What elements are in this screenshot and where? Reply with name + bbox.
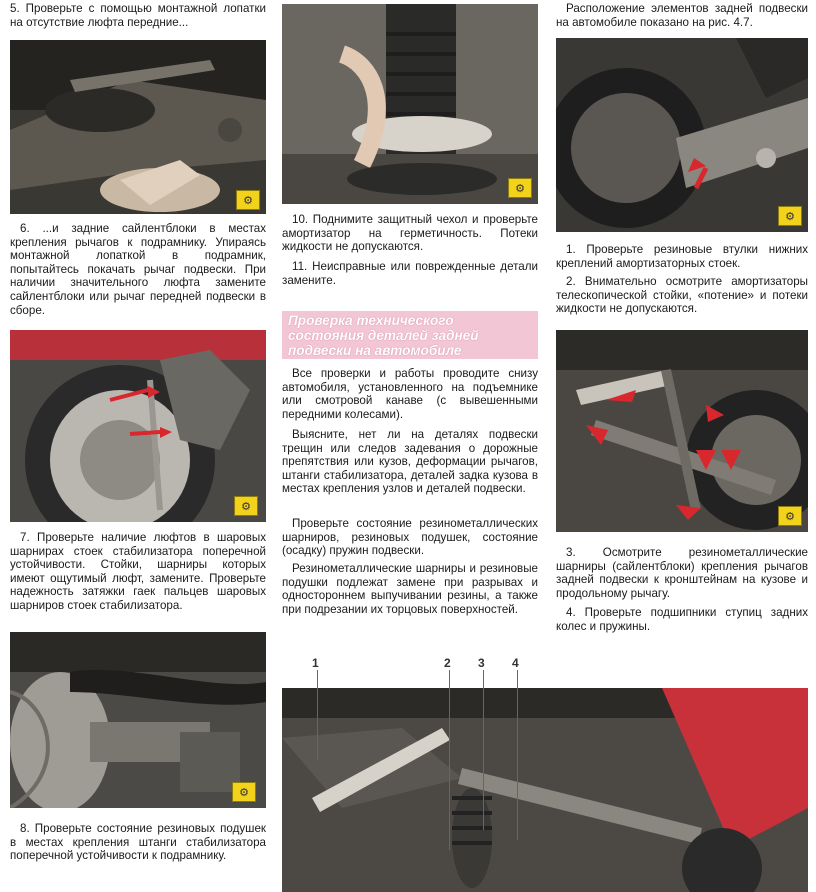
photo-front-lever-bushing (10, 40, 266, 214)
camera-badge-icon: ⚙ (234, 496, 258, 516)
col3-paragraph-1: 1. Проверьте резиновые втулки нижних креплений амортизаторных стоек. (556, 243, 808, 270)
photo-rear-suspension-layout (282, 688, 808, 892)
camera-badge-icon: ⚙ (778, 206, 802, 226)
col2-paragraph-10: 10. Поднимите защитный чехол и проверьте амортизатор на герметичность. Потеки жидкости не допускаются. (282, 213, 538, 254)
photo-rear-suspension-arms (556, 330, 808, 532)
camera-badge-icon: ⚙ (236, 190, 260, 210)
leader-line-2 (449, 670, 450, 850)
col3-paragraph-3: 3. Осмотрите резинометаллические шарниры (сайлентблоки) крепления рычагов задней подвески к кронштейнам на кузове и продольному рычагу. (556, 546, 808, 600)
figure-callout-4: 4 (512, 656, 519, 670)
col2-body-4: Резинометаллические шарниры и резиновые подушки подлежат замене при разрывах и одностороннем выпучивании резины, а также при подрезании их торцовых поверхностей. (282, 562, 538, 616)
photo-rear-strut-mount (556, 38, 808, 232)
col2-body-1: Все проверки и работы проводите снизу автомобиля, установленного на подъемнике или смотровой канаве (с вывешенными передними колесами). (282, 367, 538, 421)
col2-body-2: Выясните, нет ли на деталях подвески трещин или следов задевания о дорожные препятствия или кузов, деформации рычагов, штанги стабилизатора, деталей задка кузова в местах крепления узлов и деталей подвески. (282, 428, 538, 496)
photo-shock-absorber-boot (282, 4, 538, 204)
photo-stabilizer-cushion (10, 632, 266, 808)
col3-paragraph-2: 2. Внимательно осмотрите амортизаторы телескопической стойки, «потение» и потеки жидкости не допускаются. (556, 275, 808, 316)
figure-callout-3: 3 (478, 656, 485, 670)
leader-line-1 (317, 670, 318, 760)
col1-paragraph-8: 8. Проверьте состояние резиновых подушек в местах крепления штанги стабилизатора поперечной устойчивости к подрамнику. (10, 822, 266, 863)
col2-body-3: Проверьте состояние резинометаллических шарниров, резиновых подушек, состояние (осадку) пружин подвески. (282, 517, 538, 558)
leader-line-3 (483, 670, 484, 830)
camera-badge-icon: ⚙ (508, 178, 532, 198)
leader-line-4 (517, 670, 518, 840)
col1-paragraph-7: 7. Проверьте наличие люфтов в шаровых шарнирах стоек стабилизатора поперечной устойчивости. Стойки, шарниры которых имеют ощутимый люфт, замените. Проверьте надежность затяжки гаек пальцев шаровых шарниров стоек стабилизатора. (10, 531, 266, 612)
col1-paragraph-5: 5. Проверьте с помощью монтажной лопатки на отсутствие люфта передние... (10, 2, 266, 29)
col3-intro: Расположение элементов задней подвески на автомобиле показано на рис. 4.7. (556, 2, 808, 29)
col3-paragraph-4: 4. Проверьте подшипники ступиц задних колес и пружины. (556, 606, 808, 633)
col2-paragraph-11: 11. Неисправные или поврежденные детали замените. (282, 260, 538, 287)
col1-paragraph-6: 6. ...и задние сайлентблоки в местах крепления рычагов к подрамнику. Упираясь монтажной лопаткой в подрамник, попытайтесь покачать рычаг подвески. При наличии значительного люфта замените сайлентблоки или рычаг передней подвески в сборе. (10, 222, 266, 317)
figure-callout-1: 1 (312, 656, 319, 670)
section-heading: Проверка технического состояния деталей задней подвески на автомобиле (282, 311, 538, 359)
figure-callout-2: 2 (444, 656, 451, 670)
camera-badge-icon: ⚙ (778, 506, 802, 526)
camera-badge-icon: ⚙ (232, 782, 256, 802)
photo-stabilizer-link (10, 330, 266, 522)
